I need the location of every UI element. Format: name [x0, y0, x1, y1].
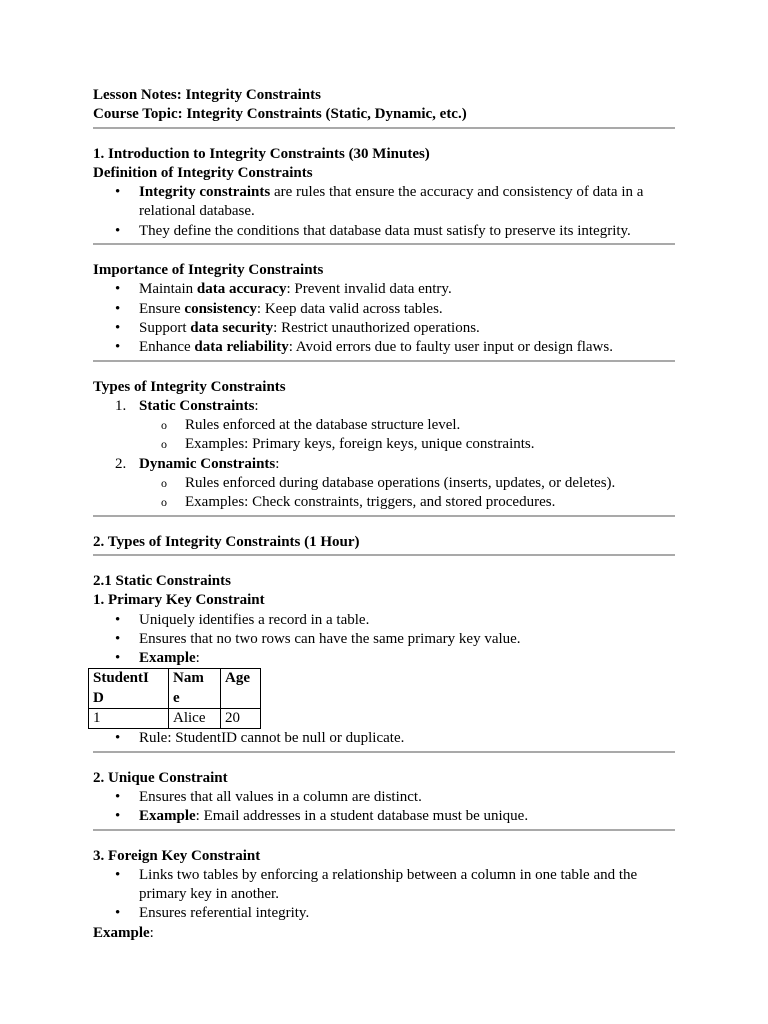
sub-bullet-icon: o: [161, 437, 167, 452]
table-header-cell: Age: [221, 669, 261, 709]
course-topic: Course Topic: Integrity Constraints (Static, Dynamic, etc.): [93, 106, 467, 123]
list-item: • Ensure consistency: Keep data valid across tables.: [93, 300, 675, 319]
bullet-icon: •: [115, 808, 121, 825]
list-item: • Ensures that no two rows can have the same primary key value.: [93, 630, 675, 649]
section-2-heading: 2. Types of Integrity Constraints (1 Hour): [93, 533, 360, 550]
numbered-item: 1. Static Constraints:: [115, 397, 259, 414]
sub-list-item: o Rules enforced at the database structure level.: [93, 416, 675, 435]
table-cell: Alice: [169, 709, 221, 729]
foreign-key-heading: 3. Foreign Key Constraint: [93, 847, 261, 864]
list-item: • Ensures that all values in a column are distinct.: [93, 788, 675, 807]
list-item: • Links two tables by enforcing a relationship between a column in one table and the: [93, 866, 675, 885]
bullet-icon: •: [115, 300, 121, 317]
bullet-icon: •: [115, 788, 121, 805]
list-item: • Example:: [93, 649, 675, 668]
bullet-icon: •: [115, 184, 121, 201]
list-item: • Integrity constraints are rules that ensure the accuracy and consistency of data in a: [93, 183, 675, 202]
table-cell: 1: [89, 709, 169, 729]
table-header-cell: Nam e: [169, 669, 221, 709]
table-cell: 20: [221, 709, 261, 729]
table-header-row: [89, 669, 261, 709]
bullet-icon: •: [115, 650, 121, 667]
bullet-icon: •: [115, 730, 121, 747]
sub-list-item: o Examples: Primary keys, foreign keys, unique constraints.: [93, 435, 675, 454]
document-page: [93, 86, 675, 943]
numbered-item: 2. Dynamic Constraints:: [115, 455, 280, 472]
sub-bullet-icon: o: [161, 495, 167, 510]
primary-key-heading: 1. Primary Key Constraint: [93, 592, 265, 609]
list-item: • Uniquely identifies a record in a table.: [93, 611, 675, 630]
list-item: • Example: Email addresses in a student database must be unique.: [93, 807, 675, 826]
lesson-title: Lesson Notes: Integrity Constraints: [93, 87, 321, 103]
bullet-icon: •: [115, 339, 121, 356]
example-table: [88, 668, 261, 729]
sub-list-item: o Examples: Check constraints, triggers, and stored procedures.: [93, 493, 675, 512]
bullet-icon: •: [115, 611, 121, 628]
list-item: • Support data security: Restrict unauthorized operations.: [93, 319, 675, 338]
example-label: Example:: [93, 924, 154, 941]
types-heading: Types of Integrity Constraints: [93, 378, 286, 395]
bullet-icon: •: [115, 905, 121, 922]
bullet-icon: •: [115, 630, 121, 647]
static-constraints-heading: 2.1 Static Constraints: [93, 572, 231, 589]
table-row: [89, 709, 261, 729]
list-item: • Rule: StudentID cannot be null or duplicate.: [93, 729, 675, 748]
bullet-icon: •: [115, 281, 121, 298]
bullet-icon: •: [115, 319, 121, 336]
list-item: • They define the conditions that database data must satisfy to preserve its integrity.: [93, 222, 675, 241]
sub-list-item: o Rules enforced during database operations (inserts, updates, or deletes).: [93, 474, 675, 493]
unique-constraint-heading: 2. Unique Constraint: [93, 769, 228, 786]
list-item: • Ensures referential integrity.: [93, 904, 675, 923]
importance-heading: Importance of Integrity Constraints: [93, 262, 324, 279]
section-1-heading: 1. Introduction to Integrity Constraints (30 Minutes): [93, 145, 430, 162]
list-item: • Enhance data reliability: Avoid errors due to faulty user input or design flaws.: [93, 338, 675, 357]
table-header-cell: StudentI D: [89, 669, 169, 709]
list-item: • Maintain data accuracy: Prevent invalid data entry.: [93, 280, 675, 299]
sub-bullet-icon: o: [161, 418, 167, 433]
list-item-continuation: primary key in another.: [139, 886, 279, 903]
list-item-continuation: relational database.: [139, 203, 255, 220]
bullet-icon: •: [115, 866, 121, 883]
definition-heading: Definition of Integrity Constraints: [93, 164, 313, 181]
sub-bullet-icon: o: [161, 476, 167, 491]
bullet-icon: •: [115, 222, 121, 239]
